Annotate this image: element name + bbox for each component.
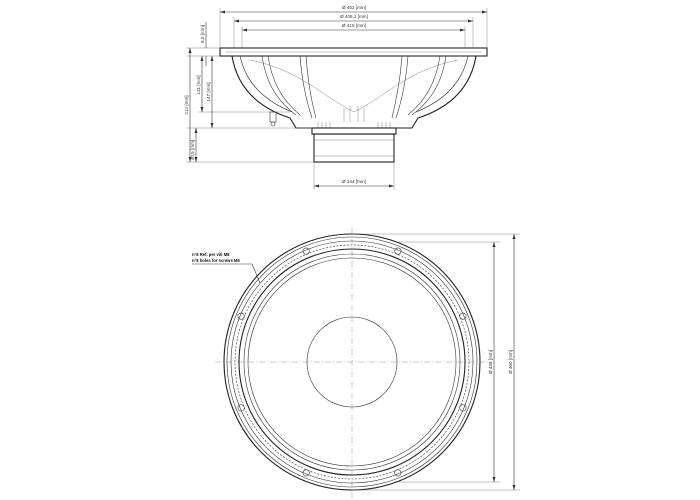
depth-dimensions: [184, 22, 314, 162]
note-line-1: n°8 Ref. per viti M8: [192, 252, 230, 257]
speaker-flange: [220, 48, 487, 56]
bolt-circle-label: Ø 438 [mm]: [488, 350, 493, 374]
magnet-height-label: 40,5 [mm]: [190, 139, 195, 161]
flange-height-label: 8,5 [mm]: [200, 25, 205, 43]
speaker-basket: [232, 56, 476, 128]
screw-holes-note: [192, 252, 260, 283]
magnet-assembly: [312, 128, 396, 162]
terminal-connector: [270, 112, 276, 126]
basket-depth-label: 147 [mm]: [206, 82, 211, 102]
diameter-dimensions: [220, 5, 487, 48]
basket-vents: [318, 106, 390, 128]
note-line-2: n°8 holes for screws M8: [192, 258, 240, 263]
cutout-diameter-label: Ø 415 [mm]: [342, 23, 366, 28]
outer-diameter-label: Ø 460 [mm]: [508, 350, 513, 374]
front-view: [192, 228, 520, 498]
magnet-diameter-label: Ø 144 [mm]: [342, 179, 366, 184]
cone-depth-label: 131 [mm]: [196, 75, 201, 95]
side-view: [184, 5, 487, 190]
magnet-diameter-dimension: [314, 162, 394, 190]
baffle-diameter-label: Ø 406,1 [mm]: [340, 14, 368, 19]
overall-diameter-label: Ø 462 [mm]: [342, 5, 366, 10]
total-depth-label: 212 [mm]: [184, 95, 189, 115]
